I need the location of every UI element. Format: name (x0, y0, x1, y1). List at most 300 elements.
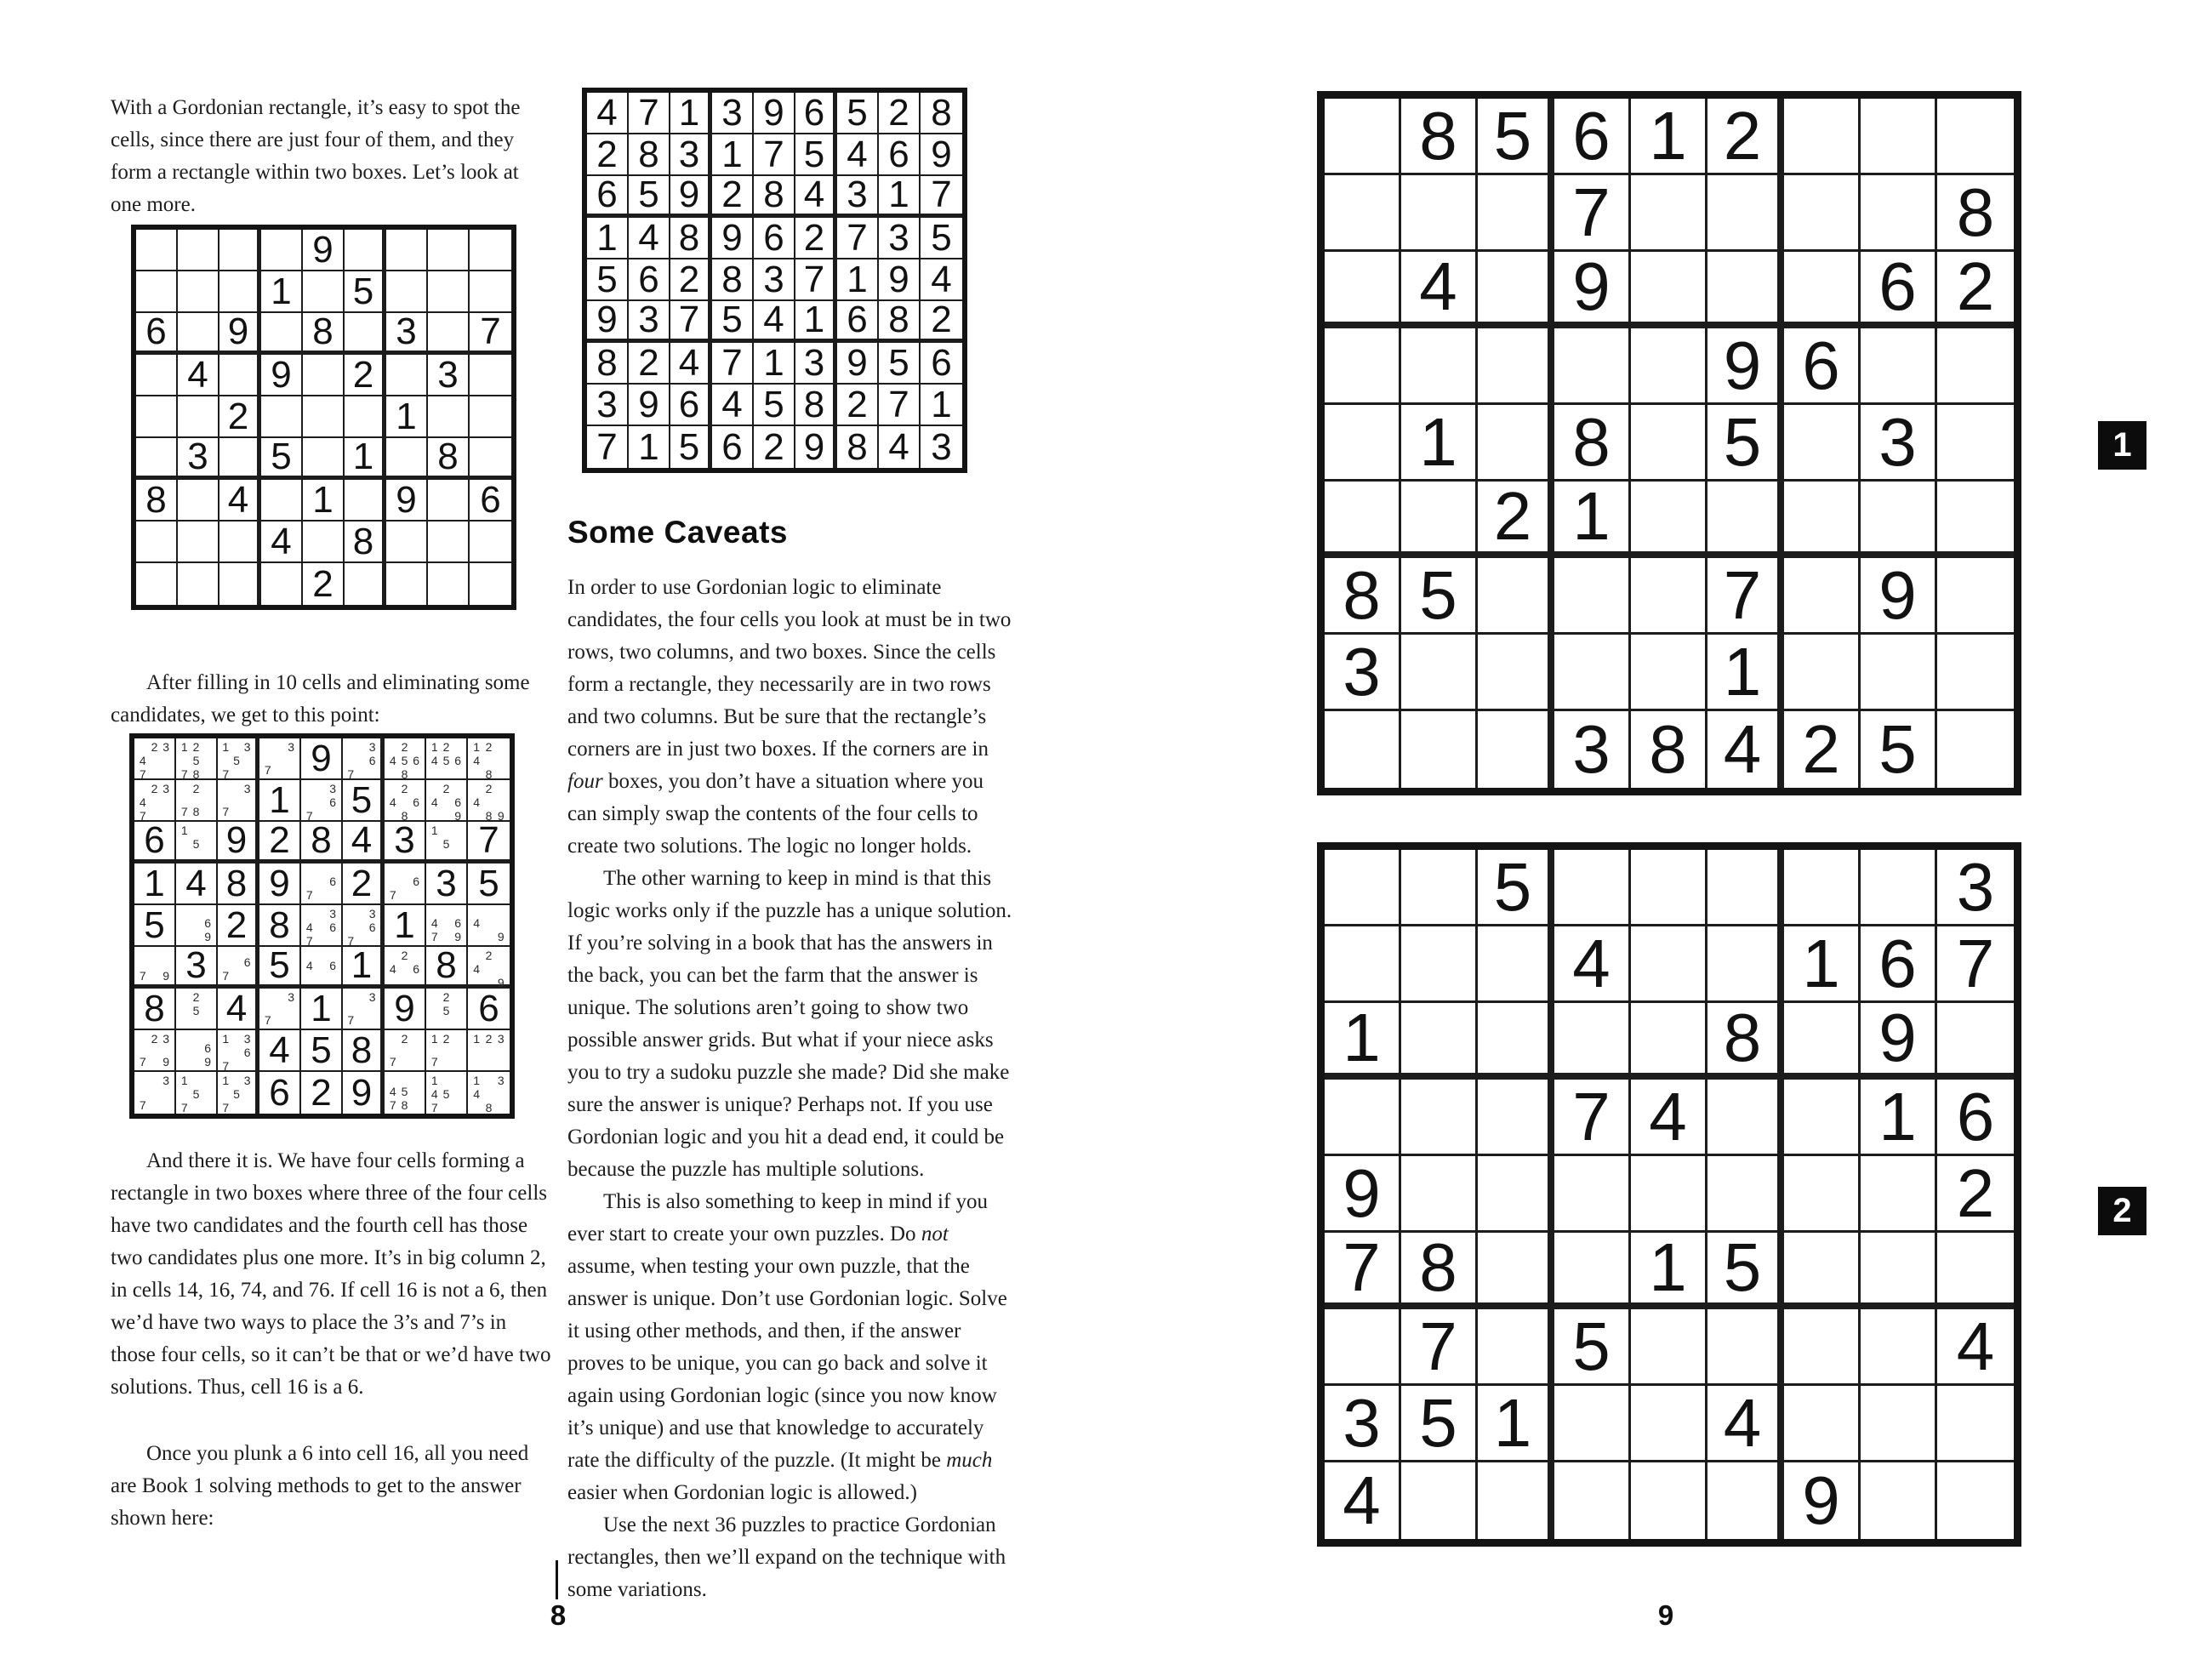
sudoku-cell: 6 (134, 822, 176, 863)
sudoku-cell: 9 (837, 343, 879, 385)
paragraph-and-there: And there it is. We have four cells forming a rectangle in two boxes where three of the four cells have two candidates and the fourth cell has those two candidates plus one more. It’s in big column 2, in cells 14, 16, 74, and 76. If cell 16 is not a 6, then we’d have two ways to place the 3’s and 7’s in those four cells, so it can’t be that or we’d have two solutions. Thus, cell 16 is a 6. (111, 1149, 551, 1399)
sudoku-cell (1707, 175, 1784, 252)
sudoku-cell (261, 230, 303, 271)
candidate-marks: 3 6 7 (347, 907, 376, 948)
puzzle-1-grid (1317, 91, 2021, 795)
sudoku-cell (428, 271, 470, 313)
candidate-marks: 1 2 5 7 8 (180, 740, 200, 781)
sudoku-cell: 6 (259, 1072, 301, 1114)
sudoku-cell (1631, 635, 1707, 711)
sudoku-cell: 7 (754, 134, 795, 176)
sudoku-cell (1861, 482, 1937, 558)
sudoku-cell (1784, 482, 1861, 558)
sudoku-cell: 6 (754, 218, 795, 259)
sudoku-cell (1325, 926, 1401, 1003)
sudoku-cell: 4 (178, 355, 219, 396)
sudoku-cell: 5 (468, 863, 510, 905)
sudoku-cell: 2 (795, 218, 837, 259)
sudoku-cell: 1 (754, 343, 795, 385)
sudoku-cell (176, 1072, 218, 1114)
sudoku-cell: 8 (345, 522, 386, 563)
sudoku-cell: 5 (1554, 1309, 1631, 1386)
sudoku-cell (428, 563, 470, 605)
sudoku-cell (1631, 482, 1707, 558)
sudoku-cell: 5 (670, 426, 712, 468)
sudoku-cell (1707, 850, 1784, 926)
sudoku-cell (301, 780, 343, 822)
sudoku-cell: 6 (1861, 926, 1937, 1003)
sudoku-cell (1401, 1080, 1478, 1156)
example-puzzle-grid (131, 225, 516, 610)
sudoku-cell: 4 (1937, 1309, 2014, 1386)
candidate-marks: 1 2 4 5 6 (430, 740, 462, 767)
sudoku-cell (1707, 1080, 1784, 1156)
sudoku-cell: 8 (301, 822, 343, 863)
sudoku-cell (468, 947, 510, 989)
sudoku-cell (1861, 635, 1937, 711)
sudoku-cell: 6 (670, 385, 712, 426)
sudoku-cell: 1 (1784, 926, 1861, 1003)
sudoku-cell: 6 (1937, 1080, 2014, 1156)
sudoku-cell (261, 313, 303, 355)
caveats-paragraph-3: This is also something to keep in mind if you ever start to create your own puzzles. Do not assume, when testing your own puzzle, that the answer is unique. Don’t use Gordonian logic. Solve it using other methods, and then, if the answer proves to be unique, you can go back and solve it again using Gordonian logic (since you now know it’s unique) and use that knowledge to accurately rate the difficulty of the puzzle. (It might be much easier when Gordonian logic is allowed.) (567, 1190, 1007, 1504)
sudoku-cell: 4 (670, 343, 712, 385)
sudoku-cell: 7 (879, 385, 921, 426)
sudoku-cell: 1 (259, 780, 301, 822)
sudoku-cell: 3 (1554, 711, 1631, 788)
sudoku-cell: 7 (1554, 1080, 1631, 1156)
sudoku-cell (219, 563, 261, 605)
sudoku-cell: 8 (1937, 175, 2014, 252)
sudoku-cell: 5 (1478, 850, 1554, 926)
sudoku-cell (178, 522, 219, 563)
caveats-body (567, 572, 1017, 1606)
sudoku-cell: 8 (629, 134, 670, 176)
sudoku-cell (176, 905, 218, 947)
sudoku-cell (468, 1030, 510, 1072)
sudoku-cell: 5 (795, 134, 837, 176)
sudoku-cell: 4 (587, 93, 629, 134)
sudoku-cell: 8 (587, 343, 629, 385)
page-number-left: 8 (550, 1599, 567, 1631)
sudoku-cell: 2 (219, 396, 261, 438)
sudoku-cell: 3 (587, 385, 629, 426)
sudoku-cell: 5 (629, 176, 670, 218)
sudoku-cell (218, 780, 259, 822)
sudoku-cell (345, 563, 386, 605)
sudoku-cell: 6 (468, 989, 510, 1030)
sudoku-cell (1478, 558, 1554, 635)
sudoku-cell: 8 (1401, 99, 1478, 175)
sudoku-cell: 2 (259, 822, 301, 863)
sudoku-cell: 9 (795, 426, 837, 468)
sudoku-cell: 7 (1325, 1233, 1401, 1309)
sudoku-cell (1401, 850, 1478, 926)
sudoku-cell: 1 (385, 905, 426, 947)
sudoku-cell: 2 (754, 426, 795, 468)
sudoku-cell: 8 (795, 385, 837, 426)
candidate-marks: 1 2 7 (430, 1032, 450, 1069)
sudoku-cell (176, 822, 218, 863)
sudoku-cell (178, 396, 219, 438)
sudoku-cell: 3 (426, 863, 468, 905)
sudoku-cell (261, 480, 303, 522)
sudoku-cell (218, 947, 259, 989)
sudoku-cell: 2 (1937, 252, 2014, 328)
candidate-marks: 1 2 3 (473, 1032, 505, 1046)
sudoku-cell (1784, 252, 1861, 328)
candidate-marks: 3 7 (347, 990, 376, 1027)
sudoku-cell (1861, 328, 1937, 405)
sudoku-cell (1325, 482, 1401, 558)
sudoku-cell: 9 (261, 355, 303, 396)
sudoku-cell (1861, 1462, 1937, 1539)
sudoku-cell: 2 (1937, 1156, 2014, 1233)
candidate-marks: 2 4 8 9 (473, 782, 505, 823)
sudoku-cell (1631, 1309, 1707, 1386)
sudoku-cell (301, 905, 343, 947)
sudoku-cell (470, 522, 511, 563)
candidate-marks: 2 3 4 7 (139, 782, 170, 823)
sudoku-cell (1325, 328, 1401, 405)
sudoku-cell (134, 1072, 176, 1114)
sudoku-cell (259, 989, 301, 1030)
candidate-marks: 1 3 6 7 (222, 1032, 251, 1073)
sudoku-cell: 1 (386, 396, 428, 438)
sudoku-cell (176, 1030, 218, 1072)
candidate-marks: 6 7 (305, 875, 337, 902)
sudoku-cell: 5 (587, 259, 629, 301)
sudoku-cell: 3 (629, 301, 670, 343)
sudoku-cell (1554, 850, 1631, 926)
sudoku-cell (1631, 328, 1707, 405)
sudoku-cell: 5 (1861, 711, 1937, 788)
candidate-marks: 1 3 5 7 (222, 1074, 251, 1114)
sudoku-cell (136, 230, 178, 271)
sudoku-cell: 1 (670, 93, 712, 134)
sudoku-cell (178, 563, 219, 605)
sudoku-cell (1861, 1386, 1937, 1462)
sudoku-cell (385, 863, 426, 905)
candidate-marks: 2 5 (192, 990, 200, 1017)
sudoku-cell: 6 (470, 480, 511, 522)
sudoku-cell: 3 (386, 313, 428, 355)
sudoku-cell: 6 (1784, 328, 1861, 405)
sudoku-cell (1861, 1309, 1937, 1386)
sudoku-cell: 7 (837, 218, 879, 259)
sudoku-cell: 7 (629, 93, 670, 134)
sudoku-cell: 6 (629, 259, 670, 301)
candidate-marks: 1 5 7 (180, 1074, 200, 1114)
sudoku-cell (1478, 1003, 1554, 1080)
sudoku-cell (1478, 1156, 1554, 1233)
sudoku-cell (1478, 926, 1554, 1003)
sudoku-cell: 2 (670, 259, 712, 301)
sudoku-cell: 1 (629, 426, 670, 468)
sudoku-cell (176, 738, 218, 780)
sudoku-cell (1861, 1233, 1937, 1309)
sudoku-cell: 5 (345, 271, 386, 313)
sudoku-cell: 1 (303, 480, 345, 522)
sudoku-cell: 3 (754, 259, 795, 301)
sudoku-cell: 3 (1325, 635, 1401, 711)
sudoku-cell (343, 738, 385, 780)
sudoku-cell: 8 (343, 1030, 385, 1072)
candidate-marks: 1 3 5 7 (222, 740, 251, 781)
sudoku-cell (1554, 1386, 1631, 1462)
candidate-marks: 6 9 (204, 1041, 212, 1069)
sudoku-cell (1784, 850, 1861, 926)
sudoku-cell (219, 522, 261, 563)
candidate-marks: 2 4 6 (389, 949, 420, 976)
sudoku-cell: 9 (670, 176, 712, 218)
sudoku-cell: 5 (1401, 558, 1478, 635)
candidate-marks: 2 4 9 (473, 949, 505, 989)
sudoku-cell: 4 (879, 426, 921, 468)
sudoku-cell (386, 563, 428, 605)
sudoku-cell: 6 (879, 134, 921, 176)
sudoku-cell: 9 (1325, 1156, 1401, 1233)
sudoku-cell: 4 (629, 218, 670, 259)
sudoku-cell (343, 989, 385, 1030)
sudoku-cell: 4 (921, 259, 962, 301)
sudoku-cell: 5 (343, 780, 385, 822)
sudoku-cell: 3 (1861, 405, 1937, 482)
paragraph-intro: With a Gordonian rectangle, it’s easy to spot the cells, since there are just four of them, and they form a rectangle within two boxes. Let’s look at one more. (111, 96, 521, 216)
sudoku-cell: 1 (921, 385, 962, 426)
sudoku-cell: 4 (261, 522, 303, 563)
sudoku-cell (1401, 482, 1478, 558)
sudoku-cell (345, 480, 386, 522)
sudoku-cell (1325, 850, 1401, 926)
sudoku-cell: 4 (795, 176, 837, 218)
candidates-grid (129, 733, 515, 1119)
sudoku-cell (176, 989, 218, 1030)
sudoku-cell: 7 (468, 822, 510, 863)
sudoku-cell (218, 1072, 259, 1114)
sudoku-cell (1401, 1462, 1478, 1539)
sudoku-cell (219, 355, 261, 396)
caveats-paragraph-4: Use the next 36 puzzles to practice Gordonian rectangles, then we’ll expand on the technique with some variations. (567, 1513, 1006, 1601)
sudoku-cell (134, 738, 176, 780)
sudoku-cell: 8 (218, 863, 259, 905)
sudoku-cell: 9 (1707, 328, 1784, 405)
sudoku-cell: 8 (1401, 1233, 1478, 1309)
sudoku-cell (301, 947, 343, 989)
sudoku-cell: 2 (303, 563, 345, 605)
candidate-marks: 7 9 (139, 969, 170, 983)
sudoku-cell: 8 (837, 426, 879, 468)
candidate-marks: 2 4 5 6 8 (389, 740, 420, 781)
sudoku-cell (1631, 926, 1707, 1003)
sudoku-cell: 1 (1707, 635, 1784, 711)
sudoku-cell (1401, 328, 1478, 405)
sudoku-cell: 5 (879, 343, 921, 385)
sudoku-cell (261, 396, 303, 438)
candidate-marks: 1 3 4 8 (473, 1074, 505, 1114)
sudoku-cell (470, 355, 511, 396)
sudoku-cell: 8 (1325, 558, 1401, 635)
sudoku-cell (1707, 1309, 1784, 1386)
sudoku-cell: 1 (712, 134, 754, 176)
sudoku-cell: 1 (1631, 1233, 1707, 1309)
sudoku-cell (136, 396, 178, 438)
sudoku-cell (1478, 175, 1554, 252)
sudoku-cell: 9 (1861, 558, 1937, 635)
sudoku-cell (219, 230, 261, 271)
sudoku-cell (178, 230, 219, 271)
sudoku-cell (426, 1072, 468, 1114)
sudoku-cell (178, 480, 219, 522)
sudoku-cell (428, 480, 470, 522)
sudoku-cell (428, 313, 470, 355)
sudoku-cell (1937, 328, 2014, 405)
sudoku-cell (176, 780, 218, 822)
sudoku-cell (1861, 99, 1937, 175)
sudoku-cell (345, 396, 386, 438)
sudoku-cell (1478, 1080, 1554, 1156)
sudoku-cell: 6 (837, 301, 879, 343)
sudoku-cell (1554, 558, 1631, 635)
sudoku-cell (345, 230, 386, 271)
sudoku-cell (136, 271, 178, 313)
sudoku-cell (1554, 328, 1631, 405)
sudoku-cell: 9 (219, 313, 261, 355)
sudoku-cell (1937, 1003, 2014, 1080)
sudoku-cell (136, 563, 178, 605)
sudoku-cell: 1 (343, 947, 385, 989)
sudoku-cell (343, 905, 385, 947)
sudoku-cell (1554, 1156, 1631, 1233)
sudoku-cell: 9 (754, 93, 795, 134)
sudoku-cell: 6 (795, 93, 837, 134)
candidate-marks: 2 5 (442, 990, 450, 1017)
sudoku-cell: 3 (879, 218, 921, 259)
sudoku-cell (1784, 558, 1861, 635)
sudoku-cell (1401, 1003, 1478, 1080)
sudoku-cell (428, 396, 470, 438)
sudoku-cell: 8 (259, 905, 301, 947)
sudoku-cell (1784, 635, 1861, 711)
sudoku-cell: 2 (921, 301, 962, 343)
sudoku-cell: 1 (795, 301, 837, 343)
candidate-marks: 2 7 8 (180, 782, 200, 818)
sudoku-cell (1631, 558, 1707, 635)
sudoku-cell (1401, 635, 1478, 711)
sudoku-cell: 2 (587, 134, 629, 176)
sudoku-cell: 2 (343, 863, 385, 905)
candidate-marks: 6 7 (222, 955, 251, 983)
sudoku-cell (1937, 635, 2014, 711)
sudoku-cell (134, 780, 176, 822)
sudoku-cell (426, 738, 468, 780)
sudoku-cell (136, 438, 178, 480)
section-heading: Some Caveats (567, 515, 788, 550)
sudoku-cell (1554, 1003, 1631, 1080)
sudoku-cell: 9 (343, 1072, 385, 1114)
sudoku-cell (385, 947, 426, 989)
sudoku-cell: 6 (712, 426, 754, 468)
sudoku-cell (1325, 711, 1401, 788)
solution-grid (582, 88, 967, 473)
sudoku-cell (1325, 1080, 1401, 1156)
sudoku-cell: 5 (1401, 1386, 1478, 1462)
sudoku-cell: 9 (303, 230, 345, 271)
candidate-marks: 4 6 (305, 959, 337, 972)
sudoku-cell: 1 (301, 989, 343, 1030)
sudoku-cell (1937, 711, 2014, 788)
sudoku-cell (468, 780, 510, 822)
sudoku-cell: 7 (1937, 926, 2014, 1003)
sudoku-cell (1937, 1462, 2014, 1539)
sudoku-cell: 8 (1707, 1003, 1784, 1080)
sudoku-cell: 9 (1861, 1003, 1937, 1080)
candidate-marks: 1 5 (430, 824, 450, 851)
sudoku-cell: 5 (1707, 405, 1784, 482)
sudoku-cell: 5 (1478, 99, 1554, 175)
sudoku-cell (1631, 1003, 1707, 1080)
sudoku-cell (259, 738, 301, 780)
sudoku-cell: 3 (712, 93, 754, 134)
sudoku-cell: 4 (218, 989, 259, 1030)
sudoku-cell: 7 (712, 343, 754, 385)
sudoku-cell (1478, 1462, 1554, 1539)
candidate-marks: 3 6 7 (305, 782, 337, 823)
sudoku-cell: 9 (921, 134, 962, 176)
sudoku-cell (219, 438, 261, 480)
puzzle-2-number-tab: 2 (2098, 1187, 2146, 1235)
candidate-marks: 4 5 7 8 (389, 1085, 408, 1112)
sudoku-cell: 4 (1631, 1080, 1707, 1156)
sudoku-cell: 7 (921, 176, 962, 218)
sudoku-cell (1554, 1462, 1631, 1539)
sudoku-cell (1478, 1233, 1554, 1309)
sudoku-cell: 2 (1784, 711, 1861, 788)
sudoku-cell (1631, 405, 1707, 482)
sudoku-cell: 7 (1401, 1309, 1478, 1386)
sudoku-cell: 4 (219, 480, 261, 522)
caveats-paragraph-2: The other warning to keep in mind is that this logic works only if the puzzle has a unique solution. If you’re solving in a book that has the answers in the back, you can bet the farm that the answer is unique. The solutions aren’t going to show two possible answer grids. But what if your niece asks you to try a sudoku puzzle she made? Did she make sure the answer is unique? Perhaps not. If you use Gordonian logic and you hit a dead end, it could be because the puzzle has multiple solutions. (567, 867, 1012, 1181)
sudoku-cell (1401, 711, 1478, 788)
puzzle-1-number-tab: 1 (2098, 421, 2146, 470)
sudoku-cell: 3 (795, 343, 837, 385)
sudoku-cell (303, 522, 345, 563)
sudoku-cell (1707, 482, 1784, 558)
sudoku-cell (1784, 1156, 1861, 1233)
sudoku-cell (218, 738, 259, 780)
sudoku-cell: 9 (301, 738, 343, 780)
sudoku-cell: 8 (921, 93, 962, 134)
sudoku-cell (1631, 252, 1707, 328)
sudoku-cell (1937, 482, 2014, 558)
sudoku-cell: 4 (259, 1030, 301, 1072)
sudoku-cell: 9 (712, 218, 754, 259)
sudoku-cell: 9 (1554, 252, 1631, 328)
sudoku-cell: 1 (879, 176, 921, 218)
sudoku-cell (426, 780, 468, 822)
sudoku-cell (470, 396, 511, 438)
sudoku-cell: 6 (1554, 99, 1631, 175)
candidate-marks: 6 9 (204, 916, 212, 943)
sudoku-cell: 2 (629, 343, 670, 385)
sudoku-cell (134, 947, 176, 989)
sudoku-cell: 4 (754, 301, 795, 343)
sudoku-cell (386, 438, 428, 480)
sudoku-cell (1784, 175, 1861, 252)
sudoku-cell (1401, 926, 1478, 1003)
sudoku-cell: 2 (1478, 482, 1554, 558)
sudoku-cell (178, 271, 219, 313)
